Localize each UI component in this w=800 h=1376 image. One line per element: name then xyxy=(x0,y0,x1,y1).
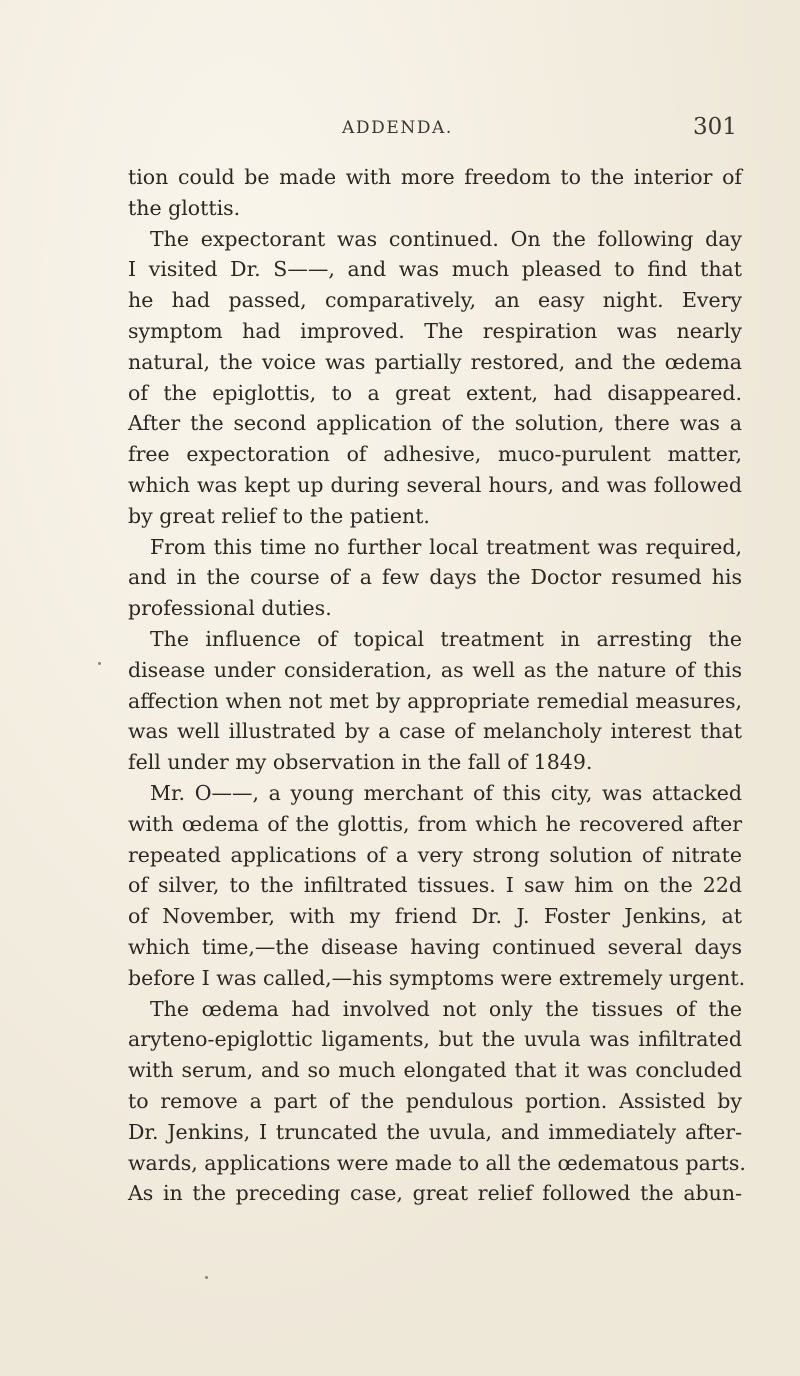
text-line: by great relief to the patient. xyxy=(128,503,430,528)
text-line: the glottis. xyxy=(128,195,241,220)
text-line: The influence of topical treatment in arresting the xyxy=(150,626,742,651)
text-line: The expectorant was continued. On the following day xyxy=(150,226,742,251)
paper-speck xyxy=(205,1276,208,1279)
text-line: The œdema had involved not only the tissues of the xyxy=(150,996,742,1021)
text-line: was well illustrated by a case of melancholy interest that xyxy=(128,719,742,744)
text-line: tion could be made with more freedom to the interior of xyxy=(128,165,742,189)
text-line: which was kept up during several hours, and was followed xyxy=(128,472,742,497)
text-line: and in the course of a few days the Doctor resumed his xyxy=(128,565,742,590)
text-line: fell under my observation in the fall of 1849. xyxy=(128,750,593,775)
running-header xyxy=(0,114,800,144)
paper-speck xyxy=(98,662,101,665)
text-line: symptom had improved. The respiration was nearly xyxy=(128,318,742,343)
text-line: After the second application of the solution, there was a xyxy=(128,411,742,436)
text-line: aryteno-epiglottic ligaments, but the uvula was infiltrated xyxy=(128,1027,742,1052)
text-line: professional duties. xyxy=(128,596,332,621)
text-line: From this time no further local treatment was required, xyxy=(150,534,742,559)
text-line: affection when not met by appropriate remedial measures, xyxy=(128,688,742,713)
text-line: repeated applications of a very strong solution of nitrate xyxy=(128,842,742,867)
text-line: of silver, to the infiltrated tissues. I saw him on the 22d xyxy=(128,873,742,898)
text-line: which time,—the disease having continued several days xyxy=(128,934,742,959)
running-head-title: ADDENDA. xyxy=(342,118,453,138)
text-line: Mr. O——, a young merchant of this city, was attacked xyxy=(150,780,742,805)
text-line: wards, applications were made to all the œdematous parts. xyxy=(128,1150,746,1175)
text-line: to remove a part of the pendulous portion. Assisted by xyxy=(128,1088,742,1113)
text-line: with serum, and so much elongated that it was concluded xyxy=(128,1058,742,1083)
text-line: As in the preceding case, great relief followed the abun- xyxy=(128,1181,742,1206)
page-number: 301 xyxy=(693,114,737,140)
body-text xyxy=(128,162,746,1209)
text-line: of November, with my friend Dr. J. Foster Jenkins, at xyxy=(128,904,742,929)
text-line: Dr. Jenkins, I truncated the uvula, and immediately after- xyxy=(128,1119,742,1144)
text-line: I visited Dr. S——, and was much pleased to find that xyxy=(128,257,742,282)
text-line: free expectoration of adhesive, muco-purulent matter, xyxy=(128,442,742,467)
text-line: natural, the voice was partially restored, and the œdema xyxy=(128,349,742,374)
text-line: he had passed, comparatively, an easy night. Every xyxy=(128,288,742,313)
text-line: with œdema of the glottis, from which he recovered after xyxy=(128,811,742,836)
text-line: disease under consideration, as well as the nature of this xyxy=(128,657,742,682)
text-line: of the epiglottis, to a great extent, had disappeared. xyxy=(128,380,742,405)
text-line: before I was called,—his symptoms were extremely urgent. xyxy=(128,965,746,990)
